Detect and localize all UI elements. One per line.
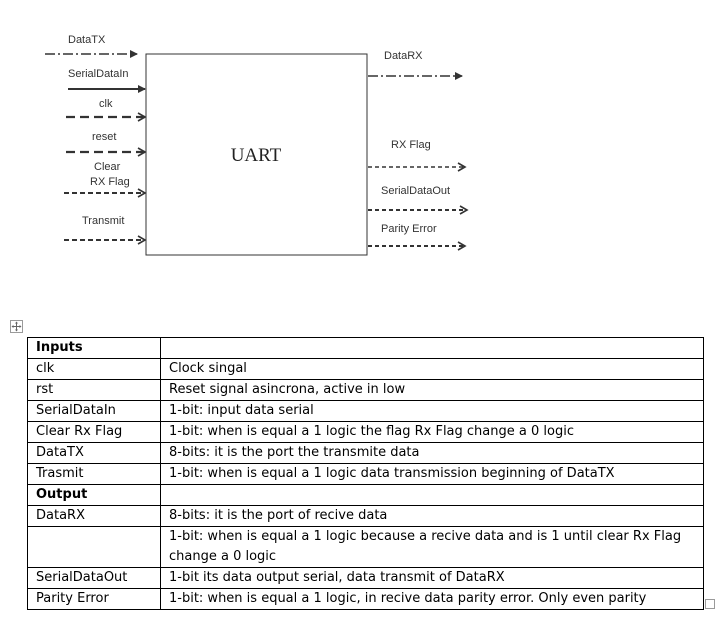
uart-block-label: UART (230, 145, 282, 166)
serialdataout-output-label: SerialDataOut (381, 185, 451, 197)
transmit-input-label: Transmit (82, 215, 125, 227)
parity-error-output-label: Parity Error (381, 223, 437, 235)
reset-input-label: reset (92, 131, 117, 143)
table-move-handle[interactable] (10, 320, 23, 333)
signal-description-cell: Reset signal asincrona, active in low (161, 380, 704, 401)
table-row (28, 464, 704, 485)
table-row (28, 506, 704, 527)
rx-flag-output-label: RX Flag (391, 139, 431, 151)
signal-description-cell: 8-bits: it is the port of recive data (161, 506, 704, 527)
signal-name-cell: DataRX (28, 506, 161, 527)
table-section-header-row (28, 485, 704, 506)
datatx-input-label: DataTX (68, 34, 106, 46)
signal-description-cell: 1-bit: when is equal a 1 logic, in recive data parity error. Only even parity (161, 589, 704, 610)
uart-block-diagram (0, 0, 724, 300)
signal-name-cell: SerialDataOut (28, 568, 161, 589)
signal-description-cell: 1-bit: input data serial (161, 401, 704, 422)
signal-description-cell: 8-bits: it is the port the transmite data (161, 443, 704, 464)
signal-name-cell: clk (28, 359, 161, 380)
signal-name-cell: SerialDataIn (28, 401, 161, 422)
table-resize-handle[interactable] (705, 599, 715, 609)
table-row (28, 422, 704, 443)
signal-description-cell: 1-bit: when is equal a 1 logic the flag Rx Flag change a 0 logic (161, 422, 704, 443)
signal-description-cell: Clock singal (161, 359, 704, 380)
signal-description-cell: 1-bit: when is equal a 1 logic data transmission beginning of DataTX (161, 464, 704, 485)
signal-name-cell: DataTX (28, 443, 161, 464)
signal-description-cell (161, 338, 704, 359)
signal-description-table (27, 337, 704, 610)
signal-description-cell: 1-bit its data output serial, data transmit of DataRX (161, 568, 704, 589)
table-row (28, 359, 704, 380)
signal-name-cell: Parity Error (28, 589, 161, 610)
datarx-output-label: DataRX (384, 50, 423, 62)
table-row (28, 527, 704, 568)
signal-name-cell: rst (28, 380, 161, 401)
table-row (28, 443, 704, 464)
signal-name-cell: Clear Rx Flag (28, 422, 161, 443)
table-row (28, 568, 704, 589)
signal-name-cell (28, 527, 161, 568)
signal-name-cell: Trasmit (28, 464, 161, 485)
clk-input-label: clk (99, 98, 113, 110)
signal-description-cell: 1-bit: when is equal a 1 logic because a recive data and is 1 until clear Rx Flag change a 0 logic (161, 527, 704, 568)
move-arrows-icon (11, 321, 22, 332)
serialdatain-input-label: SerialDataIn (68, 68, 129, 80)
table-row (28, 589, 704, 610)
clear-rx-flag-input-label-line1: Clear (94, 161, 121, 173)
table-row (28, 380, 704, 401)
clear-rx-flag-input-label-line2: RX Flag (90, 176, 130, 188)
signal-description-cell (161, 485, 704, 506)
section-header-cell: Inputs (28, 338, 161, 359)
section-header-cell: Output (28, 485, 161, 506)
table-section-header-row (28, 338, 704, 359)
table-row (28, 401, 704, 422)
